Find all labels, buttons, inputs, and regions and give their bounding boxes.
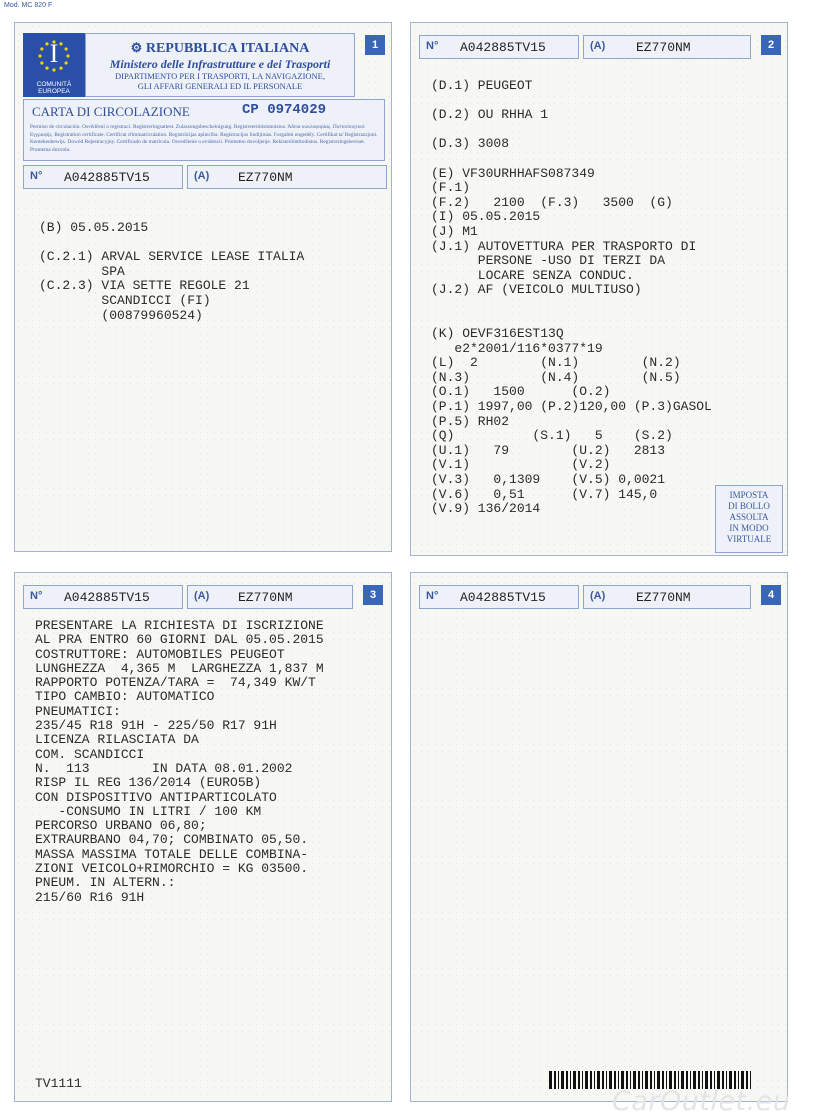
- barcode-bar: [594, 1071, 595, 1089]
- text-line: RAPPORTO POTENZA/TARA = 74,349 KW/T: [35, 675, 316, 691]
- plate-label: (A): [194, 590, 210, 602]
- bollo-stamp: [715, 485, 783, 553]
- text-line: N. 113 IN DATA 08.01.2002: [35, 760, 293, 776]
- text-line: RISP IL REG 136/2014 (EURO5B): [35, 775, 262, 791]
- text-line: (00879960524): [39, 307, 203, 323]
- text-line: (P.5) RH02: [431, 413, 510, 429]
- text-line: (F.2) 2100 (F.3) 3500 (G): [431, 194, 673, 210]
- page3-footer: TV1111: [35, 1076, 82, 1091]
- republic-text: REPUBBLICA ITALIANA: [145, 41, 310, 56]
- text-line: (P.1) 1997,00 (P.2)120,00 (P.3)GASOL: [431, 399, 712, 415]
- number-field: [419, 585, 579, 609]
- form-code: Mod. MC 820 F: [4, 2, 53, 9]
- carta-title: CARTA DI CIRCOLAZIONE: [32, 104, 190, 119]
- plate-value: EZ770NM: [636, 590, 691, 605]
- text-line: (Q) (S.1) 5 (S.2): [431, 428, 673, 444]
- barcode-bar: [578, 1071, 580, 1089]
- text-line: PERCORSO URBANO 06,80;: [35, 818, 207, 834]
- bollo-line: VIRTUALE: [726, 534, 772, 544]
- page3-content: [35, 619, 324, 905]
- number-field: [23, 165, 183, 189]
- text-line: [431, 152, 712, 167]
- text-line: (V.1) (V.2): [431, 457, 611, 473]
- text-line: (N.3) (N.4) (N.5): [431, 369, 681, 385]
- barcode-bar: [561, 1071, 564, 1089]
- eu-country-letter: I: [49, 39, 59, 68]
- text-line: PERSONE -USO DI TERZI DA: [431, 253, 666, 269]
- number-label: N°: [30, 170, 43, 182]
- text-line: COM. SCANDICCI: [35, 746, 145, 762]
- republic-title: [86, 40, 354, 57]
- page-number-4: 4: [761, 585, 781, 605]
- text-line: (I) 05.05.2015: [431, 209, 541, 225]
- emblem-icon: ⚙: [130, 40, 143, 55]
- page2-content: [431, 79, 712, 517]
- plate-value: EZ770NM: [238, 590, 293, 605]
- text-line: (U.1) 79 (U.2) 2813: [431, 442, 666, 458]
- text-line: PNEUMATICI:: [35, 703, 121, 719]
- carta-box: [23, 99, 385, 161]
- text-line: [431, 298, 712, 313]
- plate-field: [187, 585, 353, 609]
- carta-number: CP 0974029: [242, 102, 327, 118]
- text-line: (F.1): [431, 180, 471, 196]
- number-value: A042885TV15: [64, 170, 150, 185]
- text-line: LICENZA RILASCIATA DA: [35, 732, 199, 748]
- text-line: -CONSUMO IN LITRI / 100 KM: [35, 803, 262, 819]
- page-1: [14, 22, 392, 552]
- page-4: [410, 572, 788, 1102]
- bollo-line: ASSOLTA: [729, 512, 769, 522]
- page-number-3: 3: [363, 585, 383, 605]
- barcode-bar: [590, 1071, 592, 1089]
- text-line: (V.3) 0,1309 (V.5) 0,0021: [431, 472, 666, 488]
- barcode-bar: [549, 1071, 552, 1089]
- page1-content: [39, 221, 304, 323]
- text-line: TIPO CAMBIO: AUTOMATICO: [35, 689, 215, 705]
- header-box: [85, 33, 355, 97]
- barcode-bar: [585, 1071, 588, 1089]
- eu-label: COMUNITÀ EUROPEA: [36, 81, 72, 95]
- bollo-line: IMPOSTA: [729, 490, 769, 500]
- permit-translations: Permiso de circulación. Osvědčení o registraci. Registreringsattest. Zulassungsbescheinigung. Registreerimistunnistus. Άδεια κυκλοφορίας. Πιστοποιητικό Εγγραφής. Registration certificate. Certificat d'immatriculation. Registrācijas apliecība. Registracijos liudijimas. Forgalmi engedély. Certifikat ta' Reġistrazzjoni. Kentekenbewijs. Dowód Rejestracyjny. Certificado de matrícula. Osvedčenie o evidencii. Prometno dovoljenje. Rekisteröintitodistus. Registreringsbeviset. Prometna dozvola.: [30, 124, 378, 153]
- text-line: (O.1) 1500 (O.2): [431, 384, 611, 400]
- text-line: [431, 123, 712, 138]
- text-line: [431, 94, 712, 109]
- ministry-title: Ministero delle Infrastrutture e dei Trasporti: [109, 57, 331, 71]
- text-line: SPA: [39, 263, 125, 279]
- text-line: (J) M1: [431, 223, 478, 239]
- text-line: PRESENTARE LA RICHIESTA DI ISCRIZIONE: [35, 618, 324, 633]
- plate-field: [583, 35, 751, 59]
- watermark: CarOutlet.eu: [612, 1086, 791, 1117]
- text-line: (B) 05.05.2015: [39, 220, 149, 235]
- number-value: A042885TV15: [460, 40, 546, 55]
- number-label: N°: [426, 40, 439, 52]
- text-line: (D.2) OU RHHA 1: [431, 107, 549, 123]
- page-2: [410, 22, 788, 556]
- text-line: LOCARE SENZA CONDUC.: [431, 267, 634, 283]
- bollo-line: DI BOLLO: [728, 501, 770, 511]
- number-label: N°: [30, 590, 43, 602]
- text-line: (L) 2 (N.1) (N.2): [431, 355, 681, 371]
- eu-flag: [23, 33, 85, 97]
- barcode-bar: [602, 1071, 604, 1089]
- number-label: N°: [426, 590, 439, 602]
- text-line: COSTRUTTORE: AUTOMOBILES PEUGEOT: [35, 646, 285, 662]
- barcode-bar: [597, 1071, 600, 1089]
- text-line: [431, 313, 712, 328]
- text-line: ZIONI VEICOLO+RIMORCHIO = KG 03500.: [35, 861, 309, 877]
- text-line: 215/60 R16 91H: [35, 889, 145, 905]
- text-line: (C.2.1) ARVAL SERVICE LEASE ITALIA: [39, 249, 305, 265]
- plate-label: (A): [194, 170, 210, 182]
- text-line: AL PRA ENTRO 60 GIORNI DAL 05.05.2015: [35, 632, 324, 648]
- plate-field: [187, 165, 387, 189]
- page-number-1: 1: [365, 35, 385, 55]
- text-line: EXTRAURBANO 04,70; COMBINATO 05,50.: [35, 832, 309, 848]
- plate-label: (A): [590, 590, 606, 602]
- barcode-bar: [606, 1071, 607, 1089]
- number-field: [23, 585, 183, 609]
- plate-value: EZ770NM: [636, 40, 691, 55]
- department-text: DIPARTIMENTO PER I TRASPORTI, LA NAVIGAZIONE, GLI AFFARI GENERALI ED IL PERSONALE: [115, 71, 325, 91]
- text-line: (J.1) AUTOVETTURA PER TRASPORTO DI: [431, 238, 697, 254]
- text-line: e2*2001/116*0377*19: [431, 340, 603, 356]
- page-number-2: 2: [761, 35, 781, 55]
- text-line: (C.2.3) VIA SETTE REGOLE 21: [39, 278, 250, 294]
- number-value: A042885TV15: [460, 590, 546, 605]
- text-line: MASSA MASSIMA TOTALE DELLE COMBINA-: [35, 846, 309, 862]
- text-line: 235/45 R18 91H - 225/50 R17 91H: [35, 718, 277, 734]
- barcode-bar: [573, 1071, 576, 1089]
- page-3: [14, 572, 392, 1102]
- text-line: (D.1) PEUGEOT: [431, 78, 533, 93]
- bollo-line: IN MODO: [729, 523, 769, 533]
- text-line: [39, 236, 304, 251]
- barcode-bar: [554, 1071, 556, 1089]
- text-line: (V.6) 0,51 (V.7) 145,0: [431, 486, 658, 502]
- plate-field: [583, 585, 751, 609]
- barcode-bar: [566, 1071, 568, 1089]
- text-line: PNEUM. IN ALTERN.:: [35, 875, 176, 891]
- text-line: CON DISPOSITIVO ANTIPARTICOLATO: [35, 789, 277, 805]
- text-line: SCANDICCI (FI): [39, 292, 211, 308]
- text-line: LUNGHEZZA 4,365 M LARGHEZZA 1,837 M: [35, 660, 324, 676]
- text-line: (E) VF30URHHAFS087349: [431, 165, 595, 181]
- text-line: (V.9) 136/2014: [431, 501, 541, 517]
- text-line: (K) OEVF316EST13Q: [431, 326, 564, 342]
- plate-label: (A): [590, 40, 606, 52]
- number-value: A042885TV15: [64, 590, 150, 605]
- text-line: (J.2) AF (VEICOLO MULTIUSO): [431, 282, 642, 298]
- number-field: [419, 35, 579, 59]
- barcode-bar: [582, 1071, 583, 1089]
- barcode-bar: [558, 1071, 559, 1089]
- plate-value: EZ770NM: [238, 170, 293, 185]
- text-line: (D.3) 3008: [431, 136, 510, 152]
- barcode-bar: [570, 1071, 571, 1089]
